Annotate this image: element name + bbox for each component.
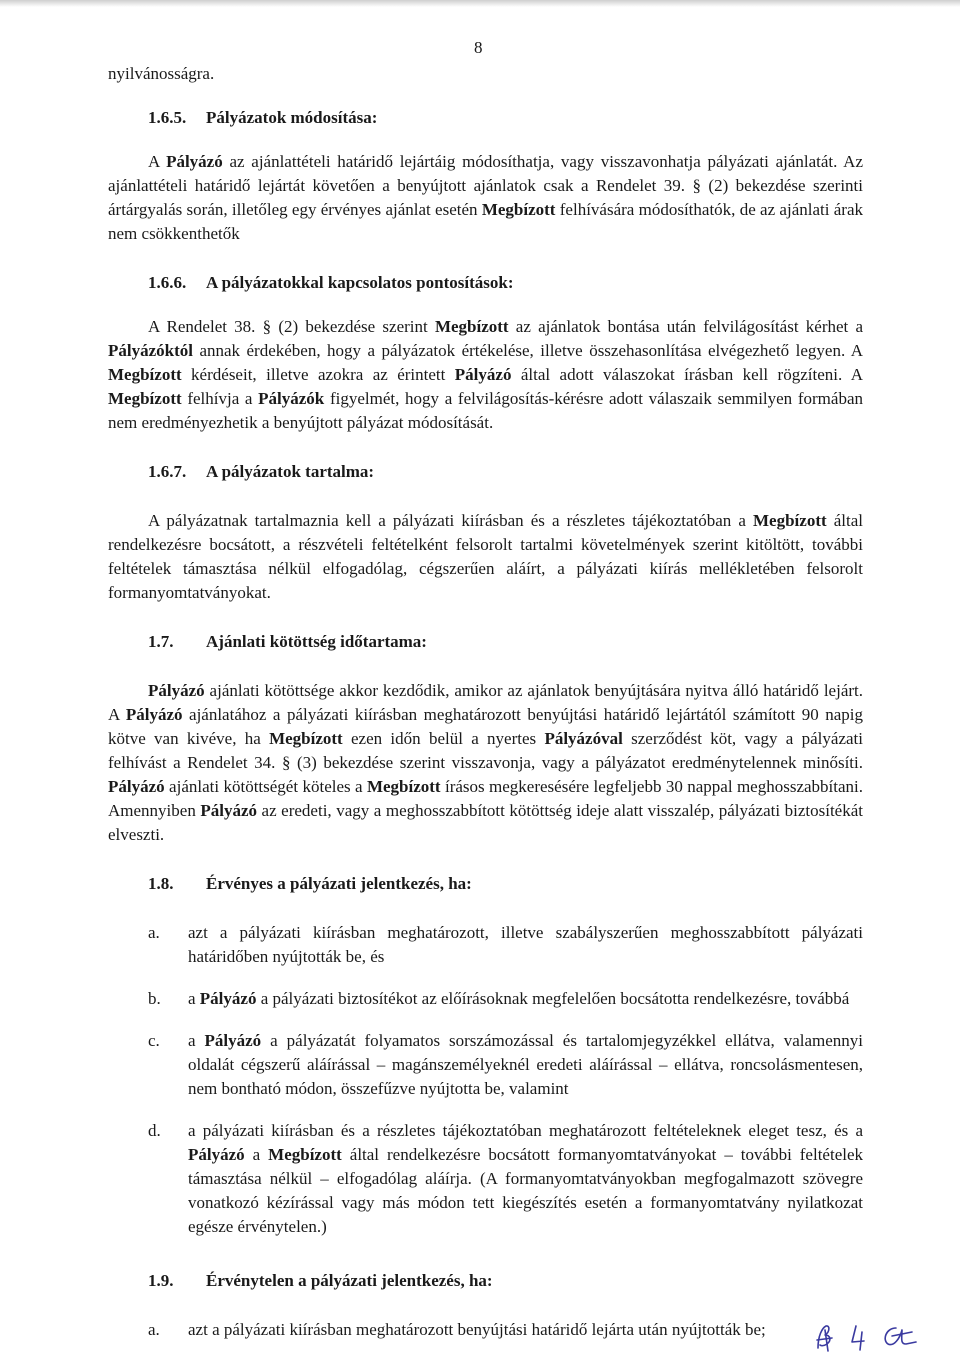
page-number: 8 [474, 38, 483, 57]
paragraph-1-6-6: A Rendelet 38. § (2) bekezdése szerint Megbízott az ajánlatok bontása után felvilágosítást kérhet a Pályázóktól annak érdekében, hogy a pályázatok értékelése, illetve összehasonlítása elvégezhető legyen. A Megbízott kérdéseit, illetve azokra az érintett Pályázó által adott válaszokat írásban kell rögzíteni. A Megbízott felhívja a Pályázók figyelmét, hogy a felvilágosítás-kérésre adott válaszaik semmilyen formában nem eredményezhetik a benyújtott pályázat módosítását. [108, 317, 863, 432]
intro-fragment: nyilvánosságra. [108, 64, 215, 83]
heading-1-6-7: 1.6.7. A pályázatok tartalma: [148, 462, 375, 481]
paragraph-1-6-5: A Pályázó az ajánlattételi határidő lejártáig módosíthatja, vagy visszavonhatja pályázati ajánlatát. Az ajánlattételi határidő lejártát követően a benyújtott ajánlatok csak a Rendelet 39. § (2) bekezdése szerinti ártárgyalás során, illetőleg egy érvényes ajánlat esetén Megbízott felhívására módosíthatók, de az ajánlati árak nem csökkenthetők [108, 152, 864, 243]
list-item-a: a. azt a pályázati kiírásban meghatározott, illetve szabályszerűen meghosszabbított pályázati határidőben nyújtották be, és [148, 923, 863, 966]
heading-1-6-5: 1.6.5. Pályázatok módosítása: [148, 108, 378, 127]
list-item-b: b. a Pályázó a pályázati biztosítékot az előírásoknak megfelelően bocsátotta rendelkezésre, továbbá [148, 989, 850, 1008]
list-item-a-invalid: a. azt a pályázati kiírásban meghatározott benyújtási határidő lejárta után nyújtották be; [148, 1320, 766, 1339]
handwritten-initials [812, 1318, 922, 1354]
heading-1-8: 1.8. Érvényes a pályázati jelentkezés, ha: [148, 874, 472, 893]
heading-1-9: 1.9. Érvénytelen a pályázati jelentkezés, ha: [148, 1271, 493, 1290]
list-item-d: d. a pályázati kiírásban és a részletes tájékoztatóban meghatározott feltételeknek eleget tesz, és a Pályázó a Megbízott által rendelkezésre bocsátott formanyomtatványokat – további feltételek támasztása nélkül – elfogadólag aláírja. (A formanyomtatványokban megfogalmazott szövegre vonatkozó kézírással vagy más módon tett kiegészítés esetén a formanyomtatvány nyilatkozat egésze érvénytelen.) [148, 1121, 864, 1236]
paragraph-1-6-7: A pályázatnak tartalmaznia kell a pályázati kiírásban és a részletes tájékoztatóban a Megbízott által rendelkezésre bocsátott, a részvételi feltételként felsorolt tartalmi követelmények szerint kitöltött, további feltételek támasztása nélkül elfogadólag, cégszerűen aláírt, a pályázati kiírás mellékletében felsorolt formanyomtatványokat. [108, 511, 863, 602]
scan-edge [0, 0, 960, 7]
list-item-c: c. a Pályázó a pályázatát folyamatos sorszámozással és tartalomjegyzékkel ellátva, valamennyi oldalát cégszerű aláírással – magánszemélyeknél eredeti aláírással – ellátva, roncsolásmentesen, nem bontható módon, összefűzve nyújtotta be, valamint [148, 1031, 863, 1098]
paragraph-1-7: Pályázó ajánlati kötöttsége akkor kezdődik, amikor az ajánlatok benyújtására nyitva álló határidő lejárt. A Pályázó ajánlatához a pályázati kiírásban meghatározott benyújtási határidő lejártától számított 90 napig kötve van kivéve, ha Megbízott ezen időn belül a nyertes Pályázóval szerződést köt, vagy a pályázati felhívást a Rendelet 34. § (3) bekezdése szerint visszavonja, vagy a pályázatot eredménytelennek minősíti. Pályázó ajánlati kötöttségét köteles a Megbízott írásos megkeresésére legfeljebb 30 nappal meghosszabbítani. Amennyiben Pályázó az eredeti, vagy a meghosszabbított kötöttség ideje alatt visszalép, pályázati biztosítékát elveszti. [108, 681, 864, 844]
heading-1-6-6: 1.6.6. A pályázatokkal kapcsolatos pontosítások: [148, 273, 514, 292]
document-body [108, 62, 863, 1342]
heading-1-7: 1.7. Ajánlati kötöttség időtartama: [148, 632, 427, 651]
